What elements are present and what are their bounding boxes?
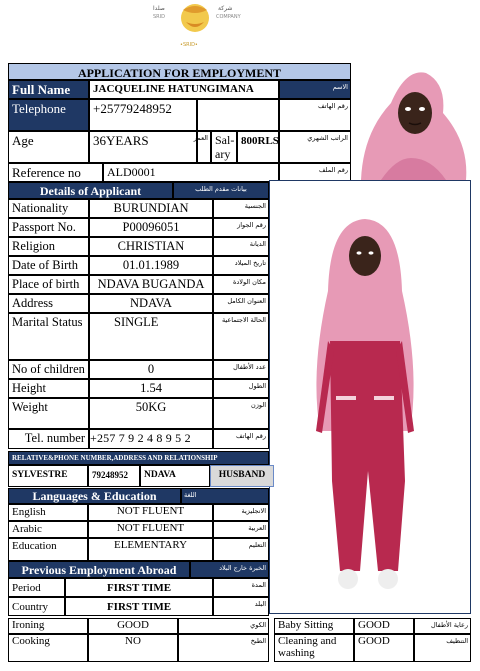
employment-heading: Previous Employment Abroad xyxy=(8,561,190,578)
applicant-full-photo xyxy=(269,180,471,614)
detail-ar-3: تاريخ الميلاد xyxy=(213,256,269,275)
form-title: APPLICATION FOR EMPLOYMENT xyxy=(8,63,351,80)
skill-label2-1: Cleaning and washing xyxy=(274,634,354,662)
skill-value2-1: GOOD xyxy=(354,634,414,662)
detail-ar-7: عدد الأطفال xyxy=(213,360,269,379)
detail-label-8: Height xyxy=(8,379,89,398)
svg-text:ﺷﺮﻛﺔ: ﺷﺮﻛﺔ xyxy=(218,5,233,12)
employment-label-0: Period xyxy=(8,578,65,597)
reference-value: ALD0001 xyxy=(103,163,279,182)
detail-ar-8: الطول xyxy=(213,379,269,398)
svg-text:•SRID•: •SRID• xyxy=(180,42,198,48)
details-heading: Details of Applicant xyxy=(8,182,173,199)
relative-address: NDAVA xyxy=(140,465,210,487)
detail-ar-9: الوزن xyxy=(213,398,269,429)
employment-label-1: Country xyxy=(8,597,65,616)
telephone-ar: رقم الهاتف xyxy=(279,99,351,131)
age-value: 36YEARS xyxy=(89,131,197,163)
employment-ar-1: البلد xyxy=(213,597,269,616)
age-label: Age xyxy=(8,131,89,163)
detail-value-3: 01.01.1989 xyxy=(89,256,213,275)
detail-value-9: 50KG xyxy=(89,398,213,429)
detail-value-2: CHRISTIAN xyxy=(89,237,213,256)
telephone-value: +25779248952 xyxy=(89,99,197,131)
detail-label-0: Nationality xyxy=(8,199,89,218)
detail-value-0: BURUNDIAN xyxy=(89,199,213,218)
detail-label-1: Passport No. xyxy=(8,218,89,237)
language-value-2: ELEMENTARY xyxy=(88,538,213,561)
skill-value-1: NO xyxy=(88,634,178,662)
svg-text:COMPANY: COMPANY xyxy=(216,14,241,20)
reference-ar: رقم الملف xyxy=(279,163,351,182)
languages-heading: Languages & Education xyxy=(8,488,181,504)
svg-text:ﺻﻠﺪﺍ: ﺻﻠﺪﺍ xyxy=(153,5,165,12)
detail-value-6: SINGLE xyxy=(89,313,213,360)
detail-value-7: 0 xyxy=(89,360,213,379)
relative-phone: 79248952 xyxy=(88,465,140,487)
detail-label-5: Address xyxy=(8,294,89,313)
language-label-2: Education xyxy=(8,538,88,561)
full-name-label: Full Name xyxy=(8,80,89,99)
skill-ar2-0: رعاية الأطفال xyxy=(414,618,471,634)
employment-ar-0: المدة xyxy=(213,578,269,597)
detail-value-1: P00096051 xyxy=(89,218,213,237)
age-ar: العمر xyxy=(197,131,211,163)
language-label-1: Arabic xyxy=(8,521,88,538)
skill-ar-0: الكوي xyxy=(178,618,269,634)
employment-value-0: FIRST TIME xyxy=(65,578,213,597)
detail-label-6: Marital Status xyxy=(8,313,89,360)
languages-heading-ar: اللغة xyxy=(181,488,269,504)
detail-label-10: Tel. number xyxy=(8,429,89,449)
telephone-blank xyxy=(197,99,279,131)
detail-ar-1: رقم الجواز xyxy=(213,218,269,237)
svg-text:SRID: SRID xyxy=(153,14,165,20)
language-value-1: NOT FLUENT xyxy=(88,521,213,538)
skill-label-0: Ironing xyxy=(8,618,88,634)
salary-value: 800RLS xyxy=(237,131,279,163)
skill-label2-0: Baby Sitting xyxy=(274,618,354,634)
skill-ar-1: الطبخ xyxy=(178,634,269,662)
language-ar-1: العربية xyxy=(213,521,269,538)
salary-ar: الراتب الشهري xyxy=(279,131,351,163)
detail-label-3: Date of Birth xyxy=(8,256,89,275)
details-heading-ar: بيانات مقدم الطلب xyxy=(173,182,269,199)
language-ar-0: الانجليزية xyxy=(213,504,269,521)
language-ar-2: التعليم xyxy=(213,538,269,561)
company-logo xyxy=(150,0,240,52)
salary-label: Sal- ary xyxy=(211,131,237,163)
detail-value-4: NDAVA BUGANDA xyxy=(89,275,213,294)
reference-label: Reference no xyxy=(8,163,103,182)
relative-heading: RELATIVE&PHONE NUMBER,ADDRESS AND RELATIONSHIP xyxy=(8,451,269,465)
detail-ar-2: الديانة xyxy=(213,237,269,256)
detail-value-10: +257 7 9 2 4 8 9 5 2 xyxy=(89,429,213,449)
skill-ar2-1: التنظيف xyxy=(414,634,471,662)
detail-value-5: NDAVA xyxy=(89,294,213,313)
detail-ar-10: رقم الهاتف xyxy=(213,429,269,449)
detail-ar-6: الحالة الاجتماعية xyxy=(213,313,269,360)
full-name-ar: الاسم xyxy=(279,80,351,99)
skill-value2-0: GOOD xyxy=(354,618,414,634)
detail-label-4: Place of birth xyxy=(8,275,89,294)
employment-value-1: FIRST TIME xyxy=(65,597,213,616)
skill-label-1: Cooking xyxy=(8,634,88,662)
detail-label-9: Weight xyxy=(8,398,89,429)
relative-relationship: HUSBAND xyxy=(210,465,274,487)
detail-ar-4: مكان الولادة xyxy=(213,275,269,294)
detail-label-7: No of children xyxy=(8,360,89,379)
language-value-0: NOT FLUENT xyxy=(88,504,213,521)
telephone-label: Telephone xyxy=(8,99,89,131)
detail-value-8: 1.54 xyxy=(89,379,213,398)
skill-value-0: GOOD xyxy=(88,618,178,634)
detail-label-2: Religion xyxy=(8,237,89,256)
applicant-portrait xyxy=(351,63,471,180)
employment-heading-ar: الخبرة خارج البلاد xyxy=(190,561,269,578)
language-label-0: English xyxy=(8,504,88,521)
relative-name: SYLVESTRE xyxy=(8,465,88,487)
full-name-value: JACQUELINE HATUNGIMANA xyxy=(89,80,279,99)
detail-ar-0: الجنسية xyxy=(213,199,269,218)
detail-ar-5: العنوان الكامل xyxy=(213,294,269,313)
